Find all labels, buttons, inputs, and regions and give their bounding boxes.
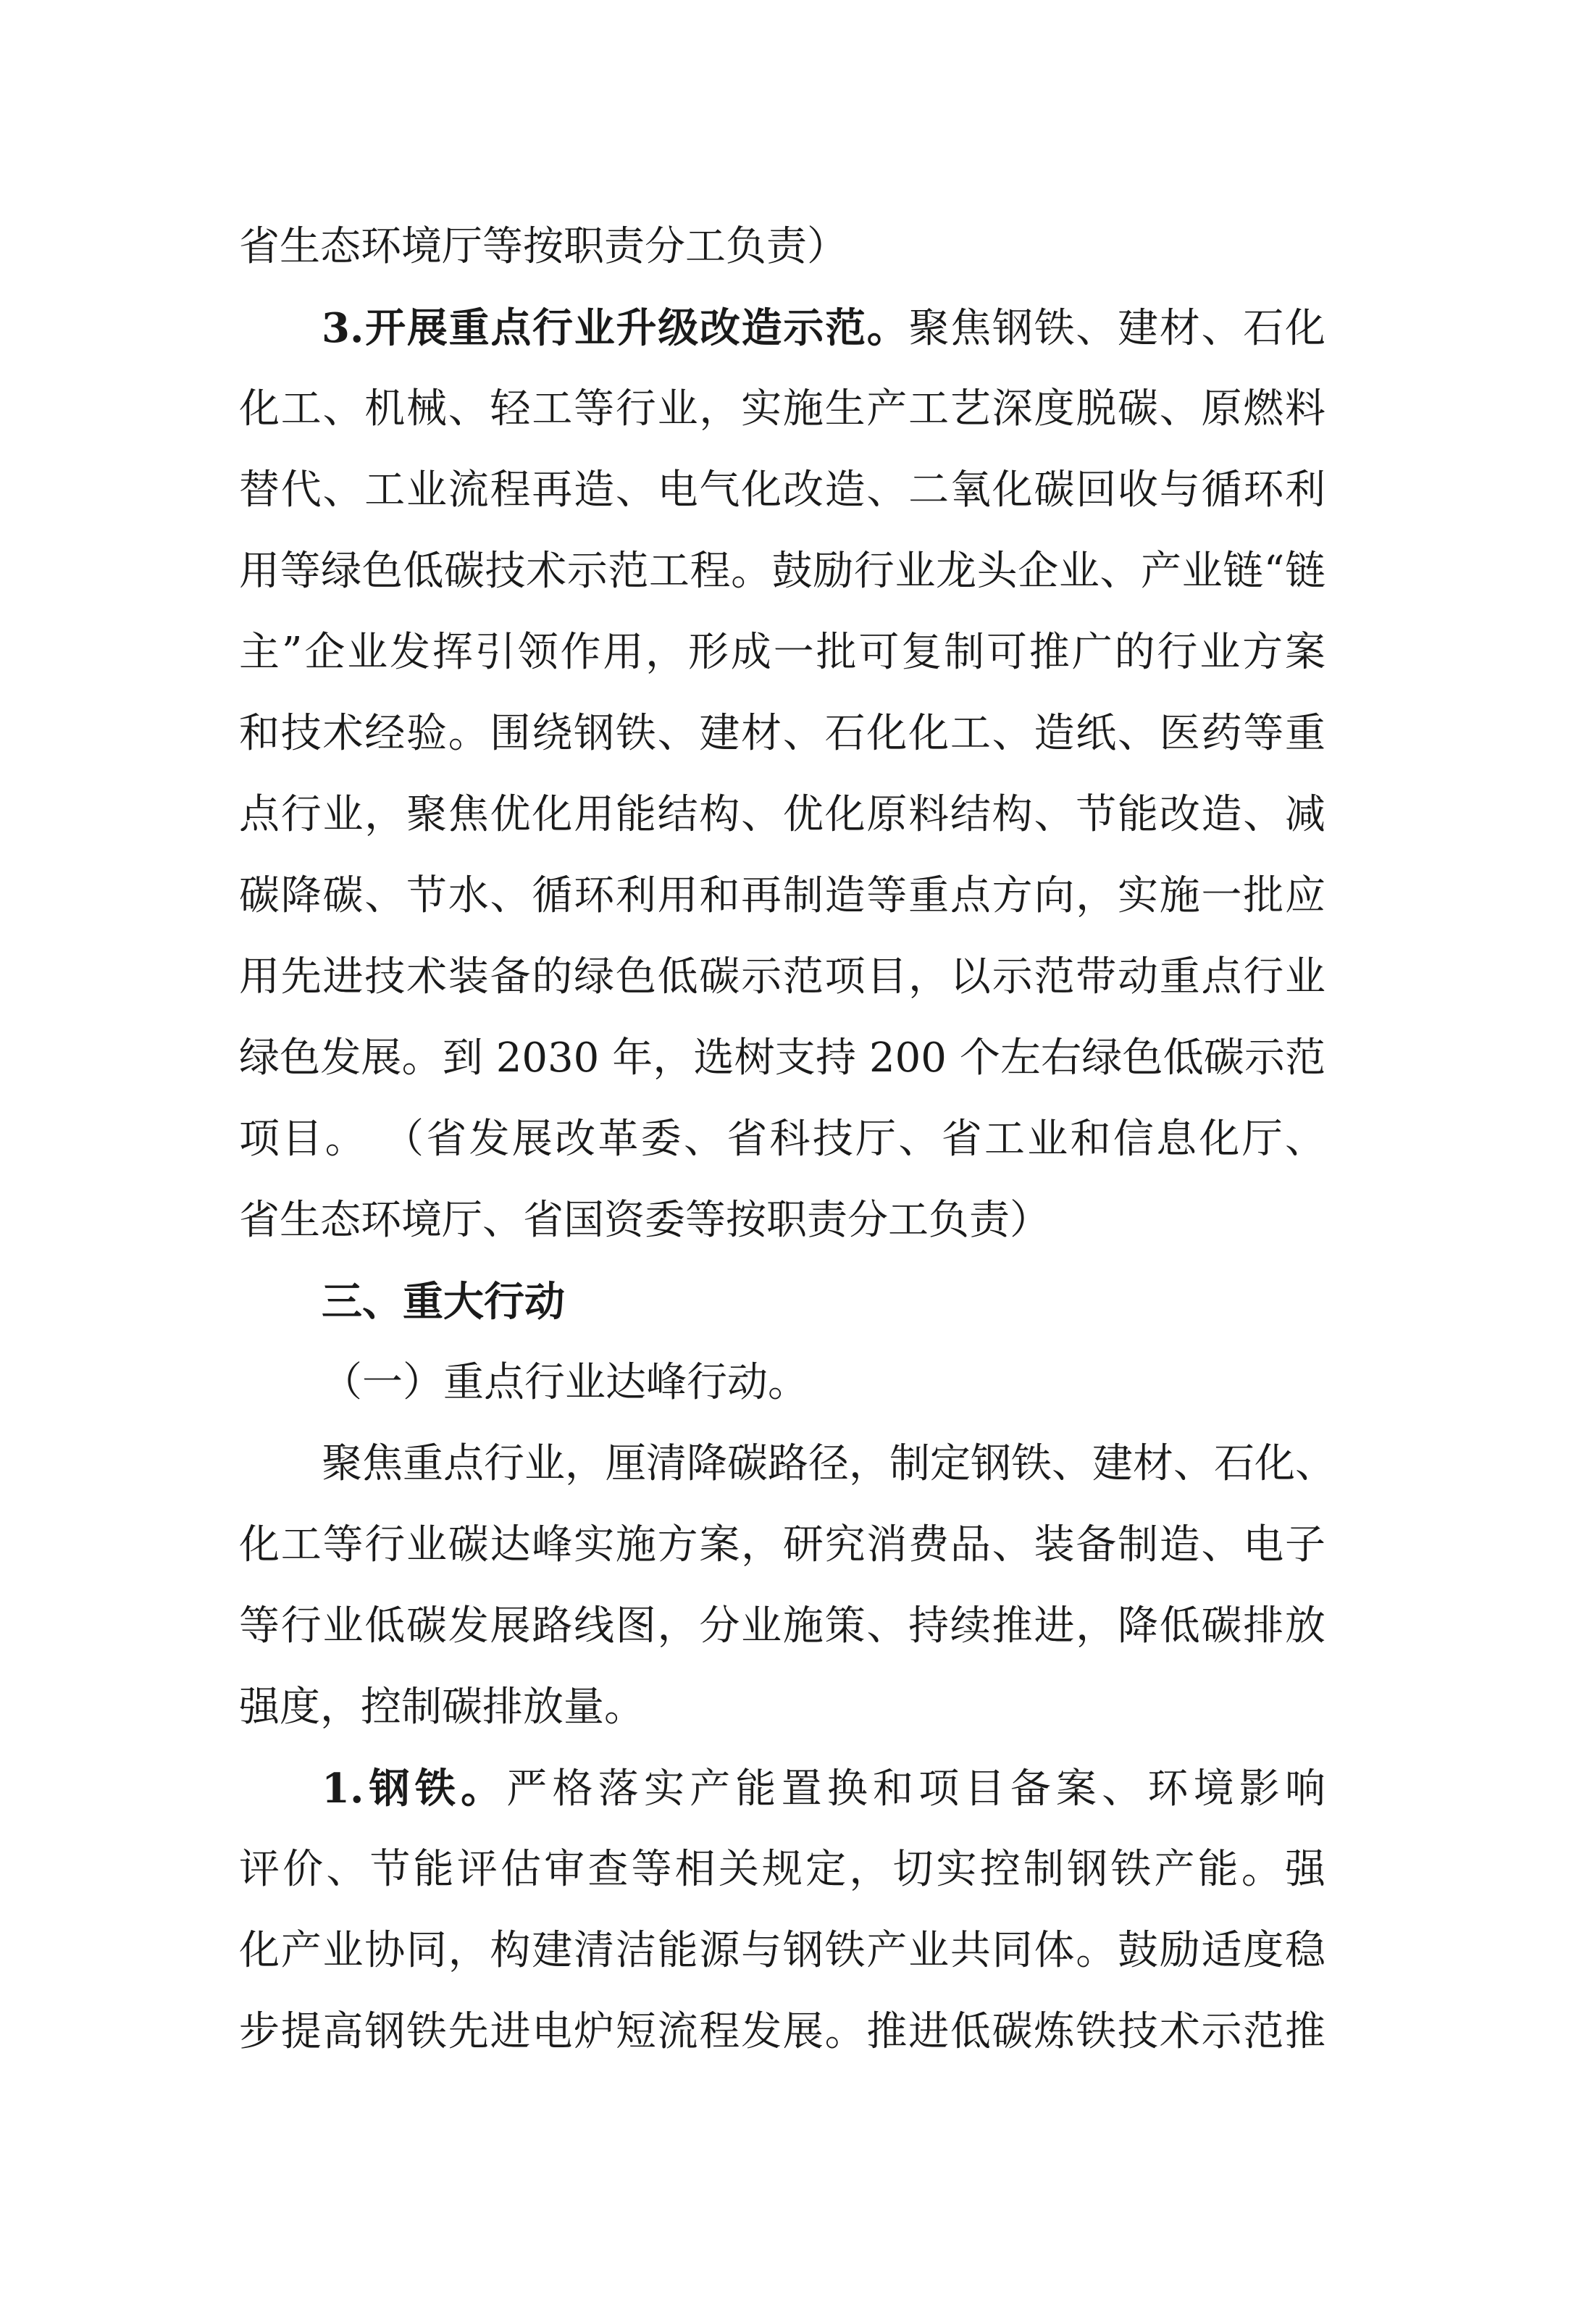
text-line: 项目。 （省发展改革委、省科技厅、省工业和信息化厅、	[239, 1116, 1325, 1163]
text-span: 聚焦钢铁、建材、石化	[908, 305, 1325, 352]
text-line: 省生态环境厅、省国资委等按职责分工负责）	[239, 1197, 1050, 1244]
text-line	[239, 1748, 1325, 1829]
text-line: 用先进技术装备的绿色低碳示范项目，以示范带动重点行业	[239, 953, 1325, 1000]
text-line: 化工、机械、轻工等行业，实施生产工艺深度脱碳、原燃料	[239, 385, 1325, 432]
section-heading: 三、重大行动	[322, 1278, 565, 1326]
text-span: 严格落实产能置换和项目备案、环境影响	[506, 1765, 1325, 1813]
text-line: 化工等行业碳达峰实施方案，研究消费品、装备制造、电子	[239, 1521, 1325, 1568]
text-line	[239, 288, 1325, 369]
text-line: 主”企业发挥引领作用，形成一批可复制可推广的行业方案	[239, 629, 1325, 676]
text-line: 和技术经验。围绕钢铁、建材、石化化工、造纸、医药等重	[239, 710, 1325, 757]
text-line: 等行业低碳发展路线图，分业施策、持续推进，降低碳排放	[239, 1602, 1325, 1650]
text-line: 聚焦重点行业，厘清降碳路径，制定钢铁、建材、石化、	[322, 1440, 1336, 1487]
text-line: 强度，控制碳排放量。	[239, 1684, 645, 1731]
text-line: 用等绿色低碳技术示范工程。鼓励行业龙头企业、产业链“链	[239, 548, 1325, 595]
text-line: 点行业，聚焦优化用能结构、优化原料结构、节能改造、减	[239, 791, 1325, 838]
sub-heading: （一）重点行业达峰行动。	[322, 1359, 808, 1406]
text-line: 绿色发展。到 2030 年，选树支持 200 个左右绿色低碳示范	[239, 1034, 1325, 1082]
text-line: 省生态环境厅等按职责分工负责）	[239, 223, 847, 270]
text-line: 评价、节能评估审查等相关规定，切实控制钢铁产能。强	[239, 1846, 1325, 1893]
text-line: 化产业协同，构建清洁能源与钢铁产业共同体。鼓励适度稳	[239, 1927, 1325, 1974]
text-line: 步提高钢铁先进电炉短流程发展。推进低碳炼铁技术示范推	[239, 2008, 1325, 2055]
text-line: 替代、工业流程再造、电气化改造、二氧化碳回收与循环利	[239, 467, 1325, 514]
item-heading: 3.开展重点行业升级改造示范。	[322, 304, 909, 352]
item-heading: 1.钢铁。	[322, 1765, 507, 1813]
document-body	[239, 206, 1336, 2073]
text-line: 碳降碳、节水、循环利用和再制造等重点方向，实施一批应	[239, 872, 1325, 919]
